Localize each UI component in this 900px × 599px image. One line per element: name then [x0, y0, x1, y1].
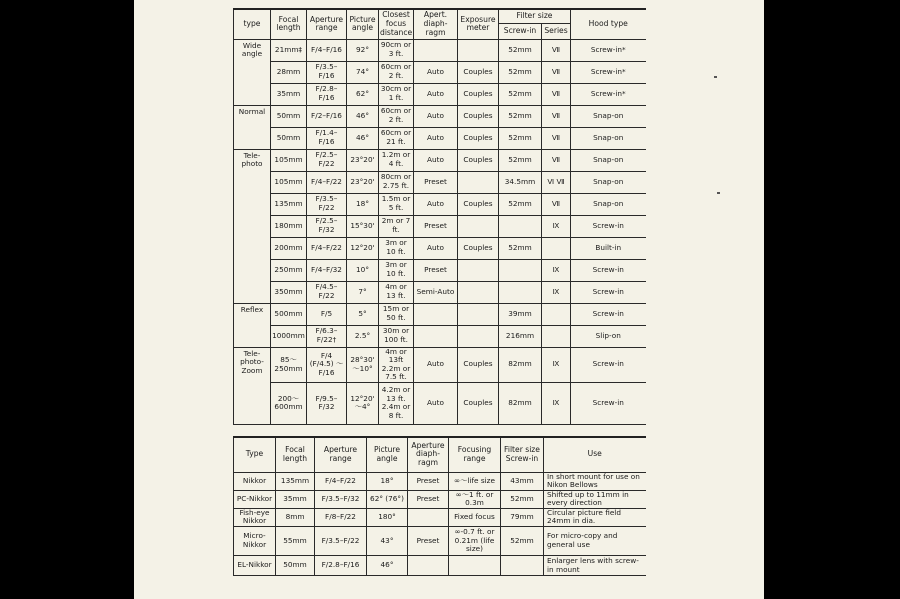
header2-focusing-range: Focusing range — [449, 437, 501, 472]
cell-meter — [458, 259, 499, 281]
lens-row — [234, 259, 646, 281]
cell-angle: 5° — [347, 303, 379, 325]
lens-spec-table — [233, 8, 646, 425]
group-label: Reflex — [234, 303, 271, 347]
cell2-aperture: F/4–F/22 — [315, 472, 367, 490]
cell-angle: 92° — [347, 39, 379, 61]
cell-aperture: F/5 — [307, 303, 347, 325]
cell2-focal: 135mm — [276, 472, 315, 490]
header-hood-type: Hood type — [571, 9, 646, 39]
cell-hood: Snap-on — [571, 149, 646, 171]
cell-focal: 500mm — [271, 303, 307, 325]
lens-row — [234, 83, 646, 105]
cell-angle: 12°20' ～4° — [347, 382, 379, 424]
cell-hood: Snap-on — [571, 127, 646, 149]
cell-aperture: F/3.5–F/22 — [307, 193, 347, 215]
cell-angle: 7° — [347, 281, 379, 303]
cell-focal: 35mm — [271, 83, 307, 105]
cell2-angle: 18° — [367, 472, 408, 490]
cell-angle: 12°20' — [347, 237, 379, 259]
header-picture-angle: Picture angle — [347, 9, 379, 39]
header2-filter-size: Filter size Screw-in — [501, 437, 544, 472]
header-series: Series — [542, 23, 571, 39]
cell2-aperture: F/3.5–F/32 — [315, 490, 367, 508]
cell-screwin: 52mm — [499, 105, 542, 127]
cell-series: Ⅶ — [542, 83, 571, 105]
cell2-filter: 43mm — [501, 472, 544, 490]
cell-meter — [458, 325, 499, 347]
cell-screwin: 216mm — [499, 325, 542, 347]
header-aperture-range: Aperture range — [307, 9, 347, 39]
cell-diaphragm: Auto — [414, 83, 458, 105]
cell2-aperture: F/3.5–F/22 — [315, 527, 367, 556]
cell2-filter — [501, 556, 544, 576]
cell-closest: 4m or 13 ft. — [379, 281, 414, 303]
cell-focal: 180mm — [271, 215, 307, 237]
lens-row — [234, 105, 646, 127]
cell-hood: Snap-on — [571, 193, 646, 215]
cell-aperture: F/2.5–F/32 — [307, 215, 347, 237]
cell-hood: Screw-in* — [571, 61, 646, 83]
cell2-focusing: ∞～life size — [449, 472, 501, 490]
cell2-diaphragm — [408, 508, 449, 526]
cell-hood: Screw-in — [571, 382, 646, 424]
cell2-focusing — [449, 556, 501, 576]
cell-hood: Screw-in — [571, 215, 646, 237]
cell2-use: Circular picture field 24mm in dia. — [544, 508, 646, 526]
header2-focal-length: Focal length — [276, 437, 315, 472]
cell-focal: 250mm — [271, 259, 307, 281]
cell2-diaphragm: Preset — [408, 472, 449, 490]
cell-meter: Couples — [458, 347, 499, 382]
cell2-diaphragm: Preset — [408, 527, 449, 556]
lens-row — [234, 281, 646, 303]
cell-screwin: 39mm — [499, 303, 542, 325]
header2-aperture-range: Aperture range — [315, 437, 367, 472]
group-label: Tele-photo — [234, 149, 271, 303]
header-focal-length: Focal length — [271, 9, 307, 39]
special-lens-row — [234, 527, 646, 556]
cell-angle: 2.5° — [347, 325, 379, 347]
cell-screwin: 52mm — [499, 39, 542, 61]
cell-closest: 30cm or 1 ft. — [379, 83, 414, 105]
cell-aperture: F/4–F/32 — [307, 259, 347, 281]
cell-focal: 105mm — [271, 149, 307, 171]
cell2-focal: 55mm — [276, 527, 315, 556]
cell-hood: Built-in — [571, 237, 646, 259]
cell-series: Ⅵ Ⅶ — [542, 171, 571, 193]
special-lens-row — [234, 472, 646, 490]
lens-row — [234, 215, 646, 237]
cell2-diaphragm — [408, 556, 449, 576]
cell-focal: 135mm — [271, 193, 307, 215]
cell2-type: PC-Nikkor — [234, 490, 276, 508]
cell-meter: Couples — [458, 237, 499, 259]
cell-aperture: F/2.8–F/16 — [307, 83, 347, 105]
header-closest-focus: Closest focus distance — [379, 9, 414, 39]
cell2-use: For micro-copy and general use — [544, 527, 646, 556]
cell-diaphragm — [414, 325, 458, 347]
cell-series: Ⅶ — [542, 39, 571, 61]
cell-aperture: F/4 (F/4.5) ～F/16 — [307, 347, 347, 382]
lens-row — [234, 347, 646, 382]
cell-series: Ⅸ — [542, 215, 571, 237]
cell-screwin: 34.5mm — [499, 171, 542, 193]
cell-aperture: F/4–F/22 — [307, 237, 347, 259]
special-lens-row — [234, 508, 646, 526]
header-filter-size: Filter size — [499, 9, 571, 23]
cell-meter: Couples — [458, 105, 499, 127]
cell-aperture: F/4.5–F/22 — [307, 281, 347, 303]
cell-meter: Couples — [458, 61, 499, 83]
cell2-aperture: F/8–F/22 — [315, 508, 367, 526]
cell-screwin: 52mm — [499, 127, 542, 149]
cell2-focal: 50mm — [276, 556, 315, 576]
cell-diaphragm: Preset — [414, 259, 458, 281]
cell-closest: 1.2m or 4 ft. — [379, 149, 414, 171]
cell2-angle: 180° — [367, 508, 408, 526]
cell-screwin: 52mm — [499, 149, 542, 171]
header2-type: Type — [234, 437, 276, 472]
cell-closest: 2m or 7 ft. — [379, 215, 414, 237]
special-lens-row — [234, 556, 646, 576]
cell-angle: 62° — [347, 83, 379, 105]
cell-angle: 15°30' — [347, 215, 379, 237]
cell-aperture: F/4–F/22 — [307, 171, 347, 193]
cell-closest: 60cm or 2 ft. — [379, 105, 414, 127]
cell-diaphragm: Preset — [414, 171, 458, 193]
cell-series: Ⅸ — [542, 347, 571, 382]
cell-diaphragm: Auto — [414, 237, 458, 259]
cell-closest: 3m or 10 ft. — [379, 259, 414, 281]
cell-focal: 1000mm — [271, 325, 307, 347]
cell-angle: 46° — [347, 127, 379, 149]
cell-hood: Screw-in — [571, 259, 646, 281]
cell2-type: EL-Nikkor — [234, 556, 276, 576]
cell-diaphragm: Auto — [414, 149, 458, 171]
cell-screwin — [499, 259, 542, 281]
cell-closest: 80cm or 2.75 ft. — [379, 171, 414, 193]
cell-diaphragm: Semi-Auto — [414, 281, 458, 303]
cell-screwin: 52mm — [499, 83, 542, 105]
cell-angle: 28°30' ～10° — [347, 347, 379, 382]
cell-angle: 23°20' — [347, 171, 379, 193]
cell-diaphragm: Auto — [414, 193, 458, 215]
cell-aperture: F/2–F/16 — [307, 105, 347, 127]
cell2-focusing: ∞-0.7 ft. or 0.21m (life size) — [449, 527, 501, 556]
lens-row — [234, 193, 646, 215]
cell-series: Ⅸ — [542, 281, 571, 303]
cell-meter: Couples — [458, 382, 499, 424]
cell-focal: 105mm — [271, 171, 307, 193]
lens-row — [234, 303, 646, 325]
cell-hood: Screw-in — [571, 303, 646, 325]
cell-diaphragm: Auto — [414, 61, 458, 83]
lens-row — [234, 171, 646, 193]
cell-meter: Couples — [458, 83, 499, 105]
header2-diaphragm: Aperture diaph-ragm — [408, 437, 449, 472]
cell2-focusing: Fixed focus — [449, 508, 501, 526]
cell-hood: Snap-on — [571, 105, 646, 127]
cell-closest: 4m or 13ft 2.2m or 7.5 ft. — [379, 347, 414, 382]
lens-row — [234, 382, 646, 424]
cell-meter — [458, 281, 499, 303]
cell2-filter: 52mm — [501, 527, 544, 556]
cell-closest: 15m or 50 ft. — [379, 303, 414, 325]
cell-closest: 90cm or 3 ft. — [379, 39, 414, 61]
cell2-diaphragm: Preset — [408, 490, 449, 508]
cell-series: Ⅸ — [542, 259, 571, 281]
cell-angle: 23°20' — [347, 149, 379, 171]
cell-closest: 3m or 10 ft. — [379, 237, 414, 259]
cell-hood: Screw-in — [571, 281, 646, 303]
cell-screwin: 52mm — [499, 61, 542, 83]
cell-diaphragm — [414, 303, 458, 325]
cell2-focal: 35mm — [276, 490, 315, 508]
cell-diaphragm: Auto — [414, 105, 458, 127]
cell-hood: Screw-in — [571, 347, 646, 382]
cell-series: Ⅸ — [542, 382, 571, 424]
cell-angle: 10° — [347, 259, 379, 281]
cell-focal: 50mm — [271, 105, 307, 127]
header2-picture-angle: Picture angle — [367, 437, 408, 472]
cell-closest: 1.5m or 5 ft. — [379, 193, 414, 215]
lens-row — [234, 149, 646, 171]
cell-aperture: F/6.3–F/22† — [307, 325, 347, 347]
cell-aperture: F/2.5–F/22 — [307, 149, 347, 171]
cell-focal: 200～600mm — [271, 382, 307, 424]
cell2-use: In short mount for use on Nikon Bellows — [544, 472, 646, 490]
group-label: Wide angle — [234, 39, 271, 105]
header2-use: Use — [544, 437, 646, 472]
cell-meter: Couples — [458, 193, 499, 215]
cell-aperture: F/4–F/16 — [307, 39, 347, 61]
cell-series — [542, 303, 571, 325]
paper-speck — [717, 192, 720, 194]
cell-series: Ⅶ — [542, 105, 571, 127]
cell2-aperture: F/2.8–F/16 — [315, 556, 367, 576]
cell-series: Ⅶ — [542, 61, 571, 83]
cell-screwin: 52mm — [499, 237, 542, 259]
cell-focal: 200mm — [271, 237, 307, 259]
cell-closest: 60cm or 21 ft. — [379, 127, 414, 149]
cell-series — [542, 325, 571, 347]
cell2-filter: 52mm — [501, 490, 544, 508]
cell2-focusing: ∞～1 ft. or 0.3m — [449, 490, 501, 508]
cell-diaphragm: Preset — [414, 215, 458, 237]
cell-hood: Snap-on — [571, 171, 646, 193]
cell-closest: 4.2m or 13 ft. 2.4m or 8 ft. — [379, 382, 414, 424]
cell-diaphragm: Auto — [414, 347, 458, 382]
lens-row — [234, 61, 646, 83]
cell-closest: 60cm or 2 ft. — [379, 61, 414, 83]
group-label: Tele-photo-Zoom — [234, 347, 271, 424]
cell-hood: Slip-on — [571, 325, 646, 347]
cell2-type: Nikkor — [234, 472, 276, 490]
cell-angle: 74° — [347, 61, 379, 83]
lens-row — [234, 237, 646, 259]
cell-hood: Screw-in* — [571, 39, 646, 61]
cell-angle: 46° — [347, 105, 379, 127]
cell-aperture: F/9.5–F/32 — [307, 382, 347, 424]
cell-angle: 18° — [347, 193, 379, 215]
group-label: Normal — [234, 105, 271, 149]
cell-closest: 30m or 100 ft. — [379, 325, 414, 347]
cell-diaphragm — [414, 39, 458, 61]
cell2-angle: 46° — [367, 556, 408, 576]
special-lens-table — [233, 436, 646, 576]
cell2-angle: 43° — [367, 527, 408, 556]
cell-meter — [458, 215, 499, 237]
cell-focal: 350mm — [271, 281, 307, 303]
cell2-type: Fish-eye Nikkor — [234, 508, 276, 526]
lens-row — [234, 325, 646, 347]
cell-focal: 21mm‡ — [271, 39, 307, 61]
cell-meter: Couples — [458, 127, 499, 149]
cell-meter — [458, 171, 499, 193]
cell-series: Ⅶ — [542, 127, 571, 149]
cell2-use: Shifted up to 11mm in every direction — [544, 490, 646, 508]
cell-screwin: 52mm — [499, 193, 542, 215]
cell-focal: 28mm — [271, 61, 307, 83]
cell-aperture: F/1.4–F/16 — [307, 127, 347, 149]
header-exposure-meter: Exposure meter — [458, 9, 499, 39]
header-type: type — [234, 9, 271, 39]
cell-hood: Screw-in* — [571, 83, 646, 105]
cell-meter — [458, 303, 499, 325]
paper-speck — [714, 76, 717, 78]
cell2-filter: 79mm — [501, 508, 544, 526]
cell2-use: Enlarger lens with screw-in mount — [544, 556, 646, 576]
cell-series: Ⅶ — [542, 149, 571, 171]
cell-screwin — [499, 215, 542, 237]
cell-meter — [458, 39, 499, 61]
cell2-type: Micro-Nikkor — [234, 527, 276, 556]
cell-focal: 85～250mm — [271, 347, 307, 382]
lens-row — [234, 39, 646, 61]
header-screw-in: Screw-in — [499, 23, 542, 39]
lens-row — [234, 127, 646, 149]
cell-screwin: 82mm — [499, 347, 542, 382]
cell-diaphragm: Auto — [414, 127, 458, 149]
cell-aperture: F/3.5–F/16 — [307, 61, 347, 83]
cell2-focal: 8mm — [276, 508, 315, 526]
cell-focal: 50mm — [271, 127, 307, 149]
cell-diaphragm: Auto — [414, 382, 458, 424]
header-diaphragm: Apert. diaph-ragm — [414, 9, 458, 39]
cell-screwin: 82mm — [499, 382, 542, 424]
cell-screwin — [499, 281, 542, 303]
cell-series — [542, 237, 571, 259]
cell-meter: Couples — [458, 149, 499, 171]
cell2-angle: 62° (76°) — [367, 490, 408, 508]
special-lens-row — [234, 490, 646, 508]
cell-series: Ⅶ — [542, 193, 571, 215]
